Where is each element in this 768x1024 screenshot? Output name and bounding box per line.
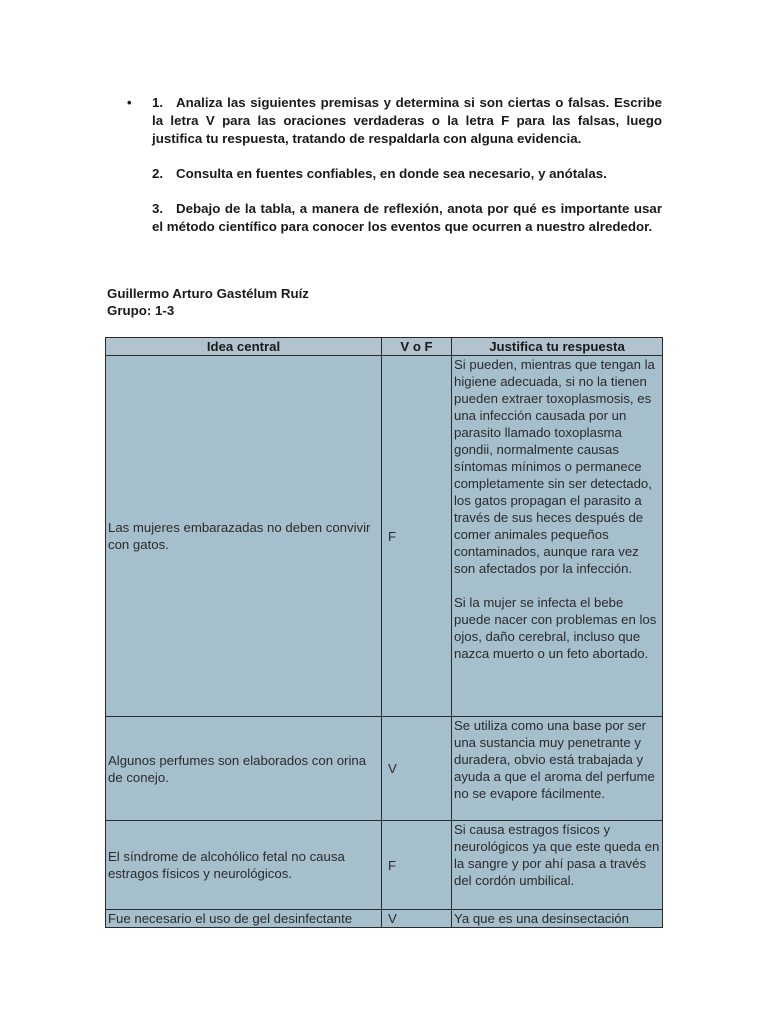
author-block (107, 285, 309, 319)
table-row (106, 910, 663, 928)
justification-cell (452, 717, 663, 821)
vf-cell: F (382, 356, 452, 717)
table-row (106, 717, 663, 821)
vf-cell: V (382, 910, 452, 928)
table-row (106, 356, 663, 717)
table-header-row (106, 338, 663, 356)
header-v-o-f: V o F (382, 338, 452, 356)
justification-text: Ya que es una desinsectación (454, 911, 629, 926)
idea-cell: Fue necesario el uso de gel desinfectante (106, 910, 382, 928)
bullet-icon: • (127, 95, 132, 110)
author-group: Grupo: 1-3 (107, 303, 175, 318)
header-idea-central: Idea central (106, 338, 382, 356)
table-row (106, 821, 663, 910)
instruction-number: 2. (152, 166, 164, 181)
justification-text: Si la mujer se infecta el bebe puede nacer con problemas en los ojos, daño cerebral, incluso que nazca muerto o un feto abortado. (454, 595, 657, 661)
justification-text: Si causa estragos físicos y neurológicos ya que este queda en la sangre y por ahí pasa a través del cordón umbilical. (454, 822, 660, 888)
author-name: Guillermo Arturo Gastélum Ruíz (107, 286, 309, 301)
instruction-item-2 (152, 165, 662, 183)
instruction-item-1 (152, 94, 662, 148)
premises-table (105, 337, 663, 928)
idea-cell: El síndrome de alcohólico fetal no causa estragos físicos y neurológicos. (106, 821, 382, 910)
instruction-text: Consulta en fuentes confiables, en donde sea necesario, y anótalas. (176, 166, 607, 181)
justification-text: Si pueden, mientras que tengan la higiene adecuada, si no la tienen pueden extraer toxoplasmosis, es una infección causada por un parasito llamado toxoplasma gondii, normalmente causas síntomas mínimos o permanece completamente sin ser detectado, los gatos propagan el parasito a través de sus heces después de comer animales pequeños contaminados, aunque rara vez son afectados por la infección. (454, 357, 655, 576)
instruction-text: Debajo de la tabla, a manera de reflexión, anota por qué es importante usar el método científico para conocer los eventos que ocurren a nuestro alrededor. (152, 201, 662, 234)
justification-cell (452, 821, 663, 910)
vf-cell: F (382, 821, 452, 910)
instruction-text: Analiza las siguientes premisas y determina si son ciertas o falsas. Escribe la letra V para las oraciones verdaderas o la letra F para las falsas, luego justifica tu respuesta, tratando de respaldarla con alguna evidencia. (152, 95, 662, 146)
justification-text: Se utiliza como una base por ser una sustancia muy penetrante y duradera, obvio está trabajada y ayuda a que el aroma del perfume no se evapore fácilmente. (454, 718, 655, 801)
instruction-number: 3. (152, 201, 164, 216)
vf-cell: V (382, 717, 452, 821)
justification-cell (452, 910, 663, 928)
justification-cell (452, 356, 663, 717)
idea-cell: Las mujeres embarazadas no deben convivir con gatos. (106, 356, 382, 717)
instruction-number: 1. (152, 95, 164, 110)
instructions (152, 94, 662, 236)
idea-cell: Algunos perfumes son elaborados con orina de conejo. (106, 717, 382, 821)
instruction-item-3 (152, 200, 662, 236)
header-justifica: Justifica tu respuesta (452, 338, 663, 356)
